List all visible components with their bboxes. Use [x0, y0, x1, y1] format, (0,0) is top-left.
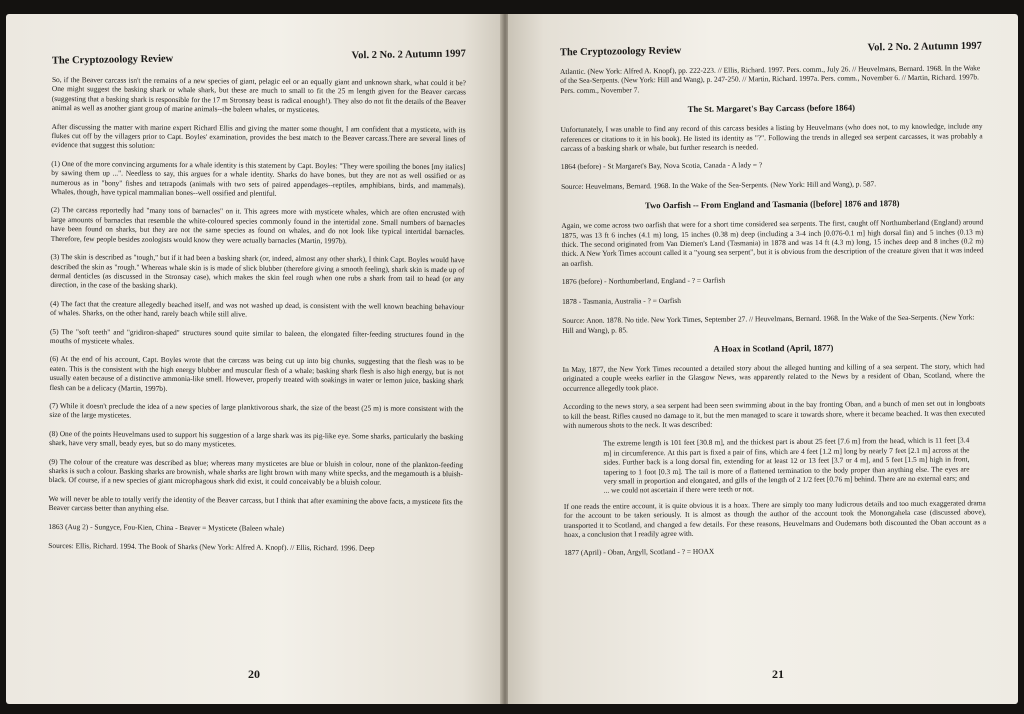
left-page-content [48, 75, 466, 554]
issue-label: Vol. 2 No. 2 Autumn 1997 [867, 40, 982, 54]
carcass-entry: 1878 - Tasmania, Australia - ? = Oarfish [562, 295, 681, 306]
paragraph: (8) One of the points Heuvelmans used to support his suggestion of a large shark was its pig-like eye. Some sharks, particularly the basking shark, have very small, beady eyes, but so do many mysticetes. [49, 428, 464, 449]
paragraph: So, if the Beaver carcass isn't the remains of a new species of giant, pelagic eel or an equally giant and unknown shark, what could it be? One might suggest the basking shark or whale shark, but these are much to small to fit the 25 m length given for the Beaver carcass (suggesting that a basking shark is responsible for the 17 m Stronsay beast is radical enough!). They also do not fit the details of the Beaver animal as well as another giant group of marine animals--the baleen whales, or mysticetes. [51, 75, 466, 115]
sources-line: Sources: Ellis, Richard. 1994. The Book of Sharks (New York: Alfred A. Knopf). // Ellis, Richard. 1996. Deep [48, 541, 375, 553]
page-number: 21 [772, 667, 784, 681]
section-title: A Hoax in Scotland (April, 1877) [713, 342, 834, 354]
page-number: 20 [248, 667, 260, 681]
paragraph: (4) The fact that the creature allegedly beached itself, and was not washed up dead, is consistent with the well known beaching behaviour of whales. Sharks, on the other hand, rarely beach while still alive. [50, 298, 465, 319]
paragraph: (5) The "soft teeth" and "gridiron-shaped" structures sound quite similar to baleen, the elongated filter-feeding structures found in the mouths of mysticete whales. [49, 326, 465, 346]
right-page [508, 14, 1018, 704]
paragraph: We will never be able to totally verify the identity of the Beaver carcass, but I think that after examining the above facts, a mysticete fits the Beaver carcass better than anything else. [48, 493, 463, 514]
paragraph: Again, we come across two oarfish that were for a short time considered sea serpents. The first, caught off Northumberland (England) around 1875, was 13 ft 6 inches (4.1 m) long, 15 inches (0.38 m) deep (including a 3-4 inch [0.076-0.1 m] high dorsal fin) and 5 inches (0.13 m) thick. The second originated from Van Diemen's Land (Tasmania) in 1878 and was 14 ft (4.3 m) long, 15 inches deep and 8 inches (0.2 m) thick. A New York Times account called it a "young sea serpent", but it is obvious from the description of the creature given that it was indeed an oarfish. [561, 217, 984, 268]
sources-line: Source: Anon. 1878. No title. New York Times, September 27. // Heuvelmans, Bernard. 1968. In the Wake of the Sea-Serpents. (New York: Hill and Wang), p. 85. [562, 312, 975, 335]
section-title: Two Oarfish -- From England and Tasmania ([before] 1876 and 1878) [644, 198, 900, 211]
carcass-entry: 1876 (before) - Northumberland, England - ? = Oarfish [561, 275, 726, 287]
paragraph: Unfortunately, I was unable to find any record of this carcass besides a listing by Heuvelmans (who does not, to my knowledge, include any references or citations to it in his book). He listed its identity as "?". Following the trends in alleged sea serpent carcasses, it was probably a carcass of a basking shark or whale, but further research is needed. [560, 121, 983, 154]
right-page-content [560, 63, 986, 557]
paragraph: According to the news story, a sea serpent had been seen swimming about in the bay fronting Oban, and a bunch of men set out in longboats to kill the beast. Rifles caused no damage to it, but the men managed to scare it towards shore, where it became beached. It was then executed with numerous shots to the neck. It was described: [562, 398, 986, 430]
journal-title: The Cryptozoology Review [51, 53, 174, 67]
paragraph: If one reads the entire account, it is quite obvious it is a hoax. There are simply too many ludicrous details and too much exaggerated drama for the account to be taken seriously. It is almost as though the author of the account took the Monongahela case (discussed above), transported it to Scotland, and changed a few details. For these reasons, Heuvelmans and Oudemans both discounted the Oban account as a hoax, a conclusion that I readily agree with. [563, 498, 987, 539]
paragraph: (2) The carcass reportedly had "many tons of barnacles" on it. This agrees more with mysticete whales, which are often encrusted with large amounts of barnacles that resemble the white-coloured species commonly found in the intertidal zone. Small numbers of barnacles have been found on sharks, but they are not the same species as found on whales, and do not look like typical intertidal barnacles. Therefore, few people besides zoologists would know they were actually barnacles (Martin, 1997b). [50, 205, 465, 246]
carryover-references: Atlantic. (New York: Alfred A. Knopf), pp. 222-223. // Ellis, Richard. 1997. Pers. comm., July 26. // Heuvelmans, Bernard. 1968. In the Wake of the Sea-Serpents. (New York: Hill and Wang), p. 247-250. // Martin, Richard. 1997a. Pers. comm., November 6. // Martin, Richard. 1997b. Pers. comm., November 7. [560, 63, 981, 95]
carcass-entry: 1864 (before) - St Margaret's Bay, Nova Scotia, Canada - A lady = ? [560, 160, 763, 172]
paragraph: (3) The skin is described as "tough," but if it had been a basking shark (or, indeed, almost any other shark), I think Capt. Boyles would have described the skin as "rough." Whereas whale skin is is made of slick blubber (therefore giving a smooth feeling), shark skin is made up of dermal denticles (as discussed in the Stronsay case), which makes the skin feel rough when one rubs a shark from tail to head (or any direction, in the case of the basking shark). [50, 252, 465, 291]
section-title: The St. Margaret's Bay Carcass (before 1864) [687, 102, 856, 115]
carcass-entry: 1877 (April) - Oban, Argyll, Scotland - ? = HOAX [564, 547, 715, 558]
paragraph: (6) At the end of his account, Capt. Boyles wrote that the carcass was being cut up into big chunks, suggesting that the flesh was to be eaten. This is the consistent with the high energy blubber and muscular flesh of a whale; basking shark flesh is also high energy, but is not usually eaten because of a distinctive ammonia-like smell. However, properly treated with soakings in water or lemon juice, basking shark flesh can be a delicacy (Martin, 1997b). [49, 354, 464, 393]
left-page [6, 14, 502, 704]
carcass-entry: 1863 (Aug 2) - Sungyce, Fou-Kien, China - Beaver = Mysticete (Baleen whale) [48, 521, 285, 533]
journal-title: The Cryptozoology Review [559, 45, 682, 59]
sources-line: Source: Heuvelmans, Bernard. 1968. In the Wake of the Sea-Serpents. (New York: Hill and Wang), p. 587. [561, 179, 877, 191]
paragraph: (1) One of the more convincing arguments for a whale identity is this statement by Capt. Boyles: "They were spoiling the bones [my italics] by sawing them up ...". Needless to say, this argues for a whale identity. Sharks do have bones, but they are not as well ossified or as numerous as in "bony" fishes and tetrapods (animals with two sets of paired appendages--reptiles, amphibians, birds, and mammals). Whales, though, have typical mammalian bones--well ossified and plentiful. [51, 158, 466, 198]
paragraph: (7) While it doesn't preclude the idea of a new species of large planktivorous shark, the size of the beast (25 m) is more consistent with the size of the large mysticetes. [49, 400, 464, 421]
left-running-head [52, 48, 466, 78]
paragraph: After discussing the matter with marine expert Richard Ellis and giving the matter some thought, I am confident that a mysticete, with its flukes cut off by the villagers prior to Capt. Boyles' examination, provides the best match to the Beaver carcass.There are several lines of evidence that suggest this solution: [51, 121, 466, 151]
issue-label: Vol. 2 No. 2 Autumn 1997 [351, 48, 466, 62]
quoted-description: The extreme length is 101 feet [30.8 m], and the thickest part is about 25 feet [7.6 m] from the head, which is 11 feet [3.4 m] in circumference. At this part is fixed a pair of fins, which are 4 feet [1.2 m] long by nearly 7 feet [2.1 m] across at the sides. Further back is a long dorsal fin, extending for at least 12 or 13 feet [3.7 or 4 m], and 5 feet [1.5 m] high in front, tapering to 1 foot [0.3 m]. The tail is more of a flattened termination to the body proper than anything else. The eyes are very small in proportion and elongated, and gills of the length of 2 1/2 feet [0.76 m] behind. There are no external ears; and ... we could not ascertain if there were teeth or not. [603, 435, 970, 496]
paragraph: (9) The colour of the creature was described as blue; whereas many mysticetes are blue or bluish in colour, none of the plankton-feeding sharks is such a colour. Basking sharks are brownish, whale sharks are light brown with many white specks, and the megamouth is a bluish-black. Of course, if a new species of giant microphagous shark did exist, it could conceivably be a bluish colour. [48, 456, 463, 488]
paragraph: In May, 1877, the New York Times recounted a detailed story about the alleged hunting and killing of a sea serpent. The story, which had originated a couple weeks earlier in the Glasgow News, was apparently related to the News by a resident of Oban, Scotland, where the occurrence allegedly took place. [562, 361, 985, 393]
